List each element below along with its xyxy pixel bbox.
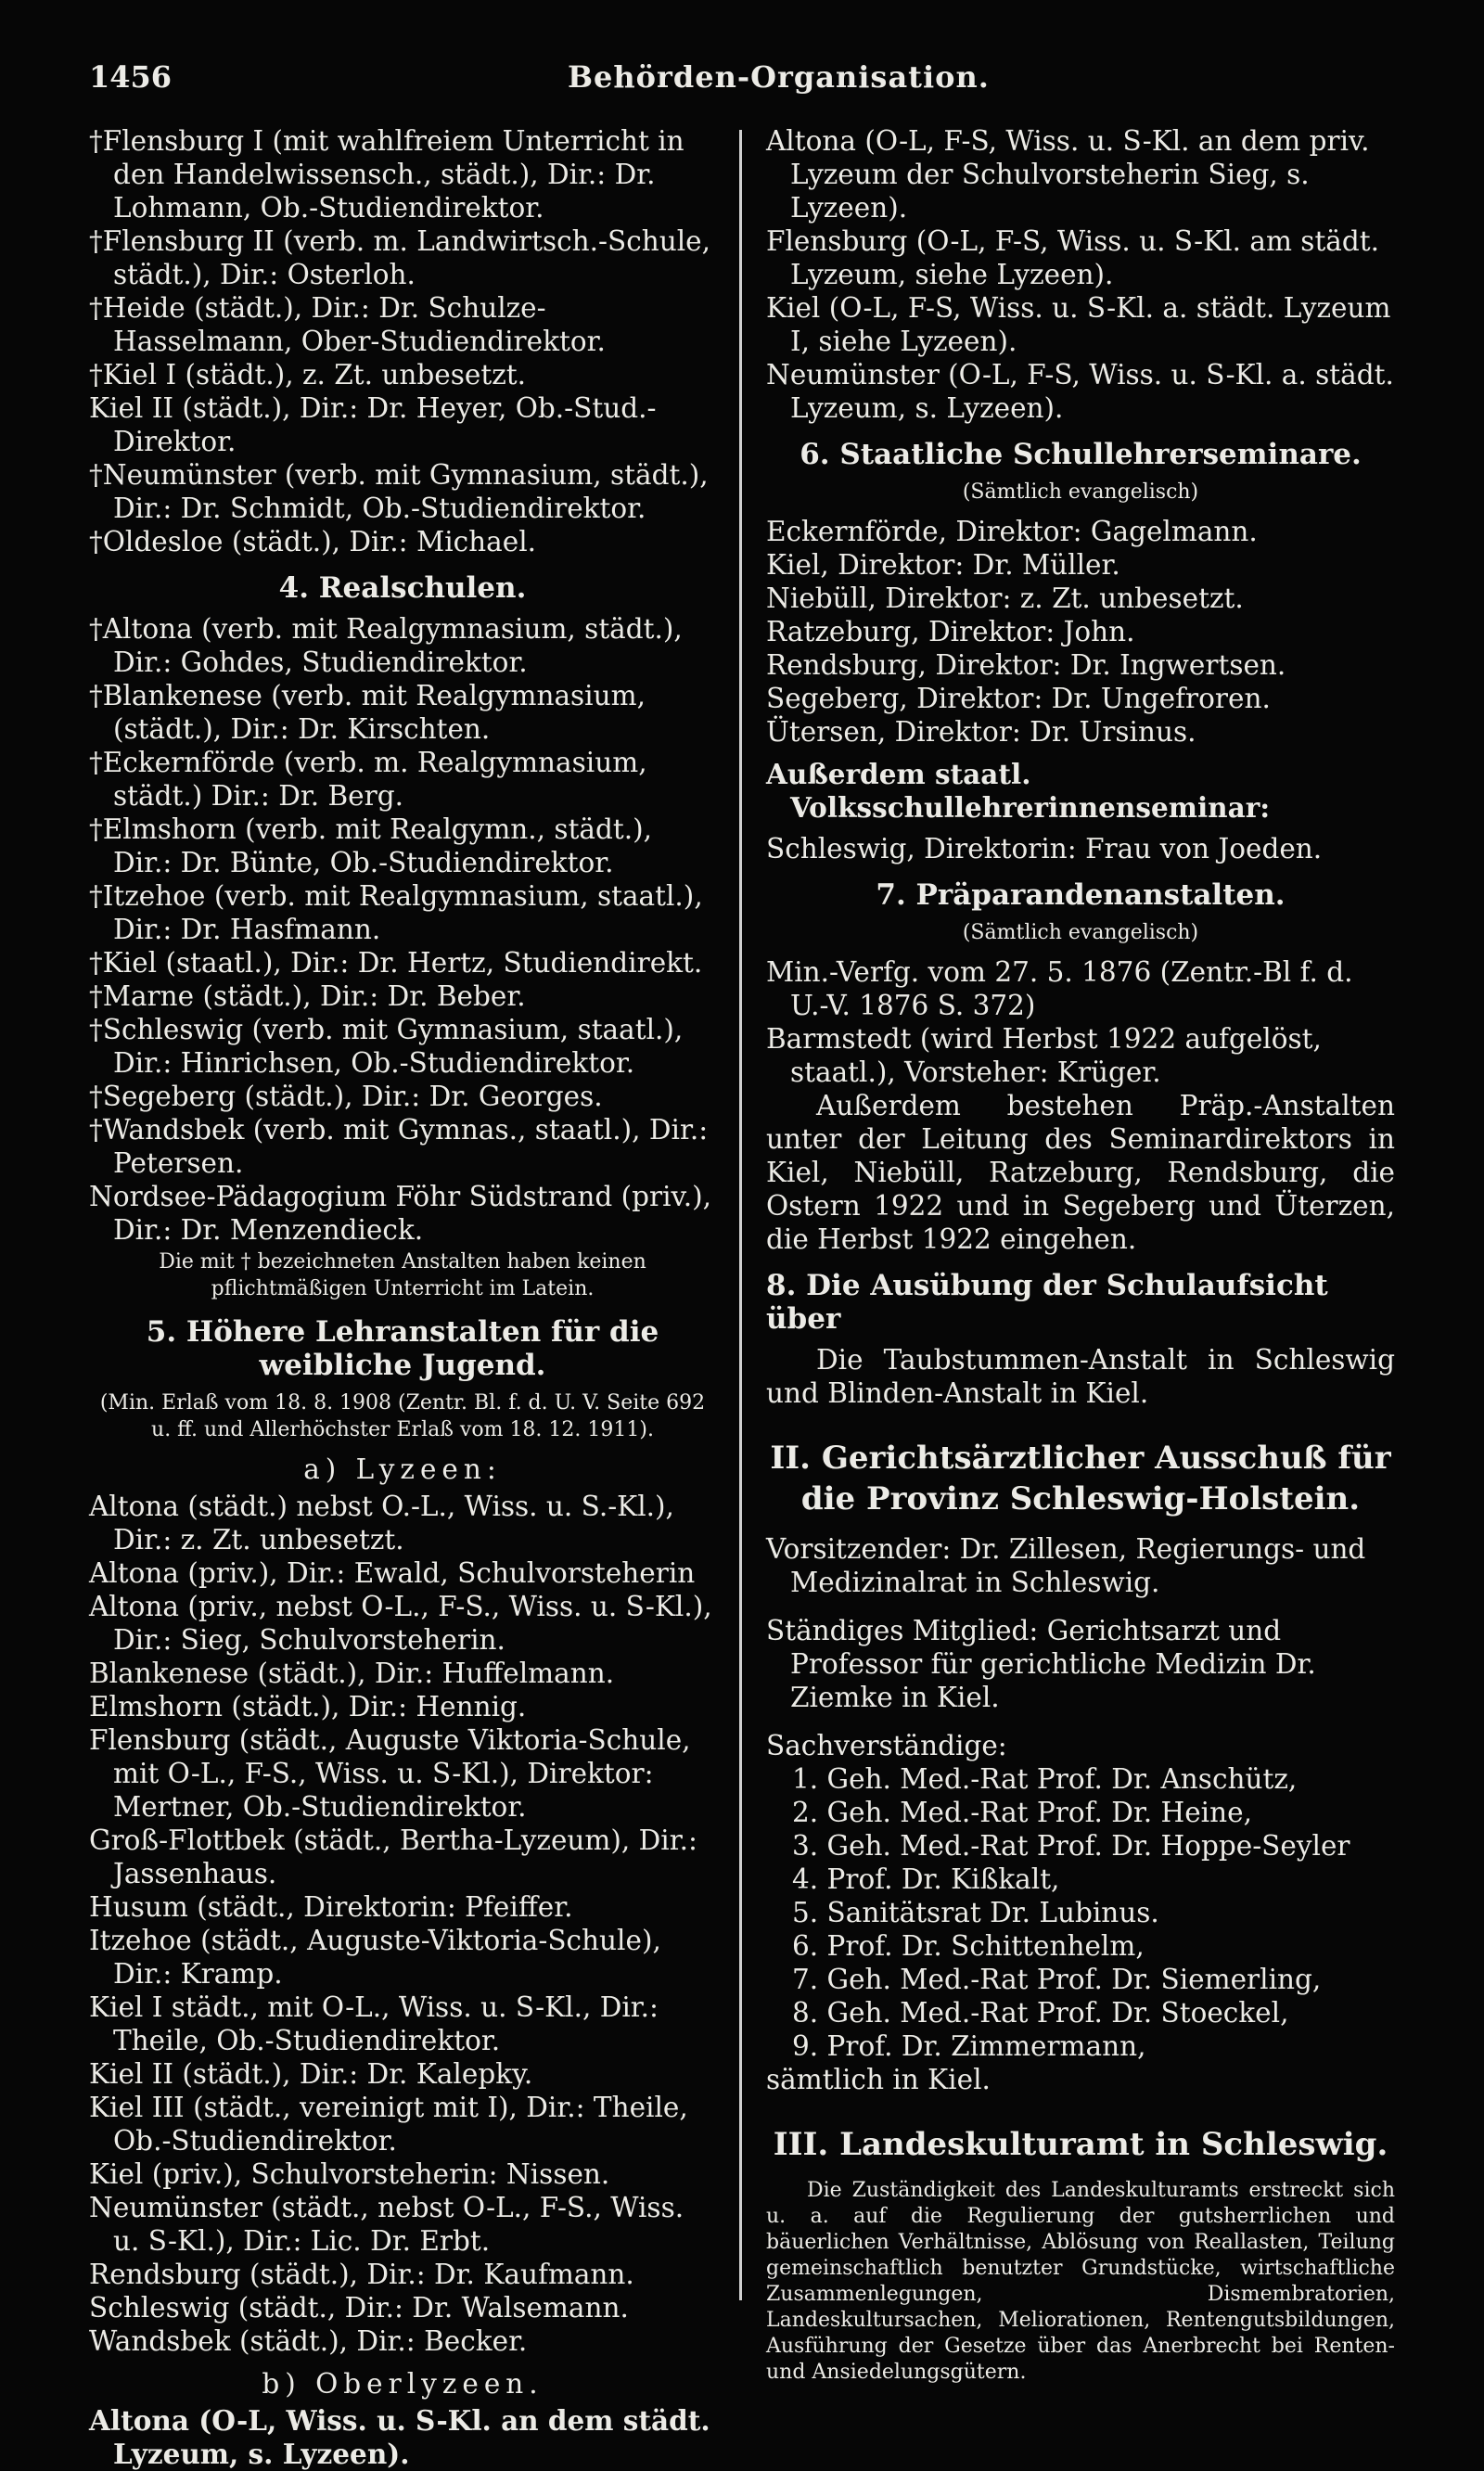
list-item: Altona (O-L, F-S, Wiss. u. S-Kl. an dem priv. Lyzeum der Schulvorsteherin Sieg, s. Lyzeen). (766, 125, 1370, 224)
list-item: Blankenese (städt.), Dir.: Huffelmann. (89, 1658, 615, 1689)
paragraph: Die Taubstummen-Anstalt in Schleswig und Blinden-Anstalt in Kiel. (766, 1344, 1395, 1409)
running-title: Behörden-Organisation. (568, 59, 990, 95)
closing-line: sämtlich in Kiel. (766, 2064, 991, 2095)
list-item: Wandsbek (städt.), Dir.: Becker. (89, 2325, 528, 2357)
list-item: Eckernförde, Direktor: Gagelmann. (766, 516, 1258, 547)
list-item: Niebüll, Direktor: z. Zt. unbesetzt. (766, 583, 1244, 614)
list-item: Itzehoe (städt., Auguste-Viktoria-Schule), Dir.: Kramp. (89, 1925, 661, 1990)
list-item: †Oldesloe (städt.), Dir.: Michael. (89, 526, 537, 557)
list-item: †Flensburg I (mit wahlfreiem Unterricht in den Handelwissensch., städt.), Dir.: Dr. Lohmann, Ob.-Studiendirektor. (89, 125, 684, 224)
footnote-latin: Die mit † bezeichneten Anstalten haben keinen pflichtmäßigen Unterricht im Latein. (159, 1250, 646, 1300)
right-column (766, 124, 1395, 2384)
list-item: Ratzeburg, Direktor: John. (766, 616, 1135, 647)
list-item: †Kiel (staatl.), Dir.: Dr. Hertz, Studiendirekt. (89, 947, 703, 979)
paragraph: Die Zuständigkeit des Landeskulturamts erstreckt sich u. a. auf die Regulierung der gutsherrlichen und bäuerlichen Verhältnisse, Ablösung von Reallasten, Teilung gemeinschaftlich benutzter Grundstücke, wirtschaftliche Zusammenlegungen, Dismembratorien, Landeskultursachen, Meliorationen, Rentengutsbildungen, Ausführung der Gesetze über das Anerbrecht bei Renten- und Ansiedelungsgütern. (766, 2179, 1395, 2384)
section-heading-landeskulturamt: III. Landeskulturamt in Schleswig. (773, 2126, 1388, 2163)
list-item: Kiel, Direktor: Dr. Müller. (766, 549, 1120, 581)
list-item: Neumünster (O-L, F-S, Wiss. u. S-Kl. a. städt. Lyzeum, s. Lyzeen). (766, 359, 1394, 424)
list-item: †Eckernförde (verb. m. Realgymnasium, städt.) Dir.: Dr. Berg. (89, 747, 647, 812)
list-item: Kiel (priv.), Schulvorsteherin: Nissen. (89, 2158, 610, 2190)
list-item: Neumünster (städt., nebst O-L., F-S., Wiss. u. S-Kl.), Dir.: Lic. Dr. Erbt. (89, 2192, 684, 2257)
list-item: Rendsburg (städt.), Dir.: Dr. Kaufmann. (89, 2259, 634, 2290)
list-item: †Flensburg II (verb. m. Landwirtsch.-Schule, städt.), Dir.: Osterloh. (89, 225, 710, 290)
section-heading-realschulen: 4. Realschulen. (278, 571, 527, 605)
list-item: Nordsee-Pädagogium Föhr Südstrand (priv.), Dir.: Dr. Menzendieck. (89, 1181, 711, 1246)
paragraph: Ständiges Mitglied: Gerichtsarzt und Professor für gerichtliche Medizin Dr. Ziemke in Kiel. (766, 1615, 1316, 1713)
spacer (766, 1599, 1395, 1614)
list-item: †Itzehoe (verb. mit Realgymnasium, staatl.), Dir.: Dr. Hasfmann. (89, 880, 703, 945)
page-header (0, 56, 1484, 111)
list-item: 1. Geh. Med.-Rat Prof. Dr. Anschütz, (792, 1763, 1298, 1795)
paragraph: Vorsitzender: Dr. Zillesen, Regierungs- und Medizinalrat in Schleswig. (766, 1533, 1366, 1598)
subheading-lyzeen: a) Lyzeen: (303, 1453, 502, 1485)
list-item: Rendsburg, Direktor: Dr. Ingwertsen. (766, 649, 1286, 681)
list-item: †Schleswig (verb. mit Gymnasium, staatl.), Dir.: Hinrichsen, Ob.-Studiendirektor. (89, 1014, 684, 1079)
section-note-erlass: (Min. Erlaß vom 18. 8. 1908 (Zentr. Bl. f. d. U. V. Seite 692 u. ff. und Allerhöchster Erlaß vom 18. 12. 1911). (99, 1391, 706, 1441)
list-item: Altona (priv.), Dir.: Ewald, Schulvorsteherin (89, 1557, 696, 1589)
subheading-lehrerinnenseminar: Außerdem staatl. Volksschullehrerinnenseminar: (766, 758, 1271, 824)
section-note-evangelisch: (Sämtlich evangelisch) (962, 921, 1199, 944)
list-item: †Neumünster (verb. mit Gymnasium, städt.), Dir.: Dr. Schmidt, Ob.-Studiendirektor. (89, 459, 709, 524)
list-item: 4. Prof. Dr. Kißkalt, (792, 1863, 1060, 1895)
list-item: 5. Sanitätsrat Dr. Lubinus. (792, 1897, 1159, 1928)
list-item: †Altona (verb. mit Realgymnasium, städt.), Dir.: Gohdes, Studiendirektor. (89, 613, 683, 678)
lyzeen-list (89, 1490, 716, 2358)
list-item: Min.-Verfg. vom 27. 5. 1876 (Zentr.-Bl f. d. U.-V. 1876 S. 372) (766, 956, 1353, 1021)
list-item: †Marne (städt.), Dir.: Dr. Beber. (89, 980, 526, 1012)
sachverstaendige-list (766, 1762, 1395, 2063)
list-item: Kiel II (städt.), Dir.: Dr. Kalepky. (89, 2058, 533, 2090)
list-item: †Segeberg (städt.), Dir.: Dr. Georges. (89, 1081, 603, 1112)
list-item: †Heide (städt.), Dir.: Dr. Schulze-Hasselmann, Ober-Studiendirektor. (89, 292, 606, 357)
list-item: Altona (O-L, Wiss. u. S-Kl. an dem städt. Lyzeum, s. Lyzeen). (89, 2404, 710, 2470)
list-item: †Kiel I (städt.), z. Zt. unbesetzt. (89, 359, 526, 390)
section-note-evangelisch: (Sämtlich evangelisch) (962, 480, 1199, 504)
subheading-oberlyzeen: b) Oberlyzeen. (262, 2368, 544, 2400)
section-heading-hoehere-lehranstalten: 5. Höhere Lehranstalten für die weibliche Jugend. (146, 1315, 659, 1382)
list-item: 7. Geh. Med.-Rat Prof. Dr. Siemerling, (792, 1964, 1322, 1995)
list-item: Groß-Flottbek (städt., Bertha-Lyzeum), Dir.: Jassenhaus. (89, 1824, 697, 1889)
page-number: 1456 (89, 59, 173, 95)
list-item: Flensburg (städt., Auguste Viktoria-Schule, mit O-L., F-S., Wiss. u. S-Kl.), Direktor: Mertner, Ob.-Studiendirektor. (89, 1724, 691, 1823)
column-divider (739, 130, 742, 2300)
list-item: 2. Geh. Med.-Rat Prof. Dr. Heine, (792, 1797, 1252, 1828)
list-item: Husum (städt., Direktorin: Pfeiffer. (89, 1891, 573, 1923)
list-item: Ütersen, Direktor: Dr. Ursinus. (766, 716, 1196, 748)
list-item: Altona (priv., nebst O-L., F-S., Wiss. u. S-Kl.), Dir.: Sieg, Schulvorsteherin. (89, 1591, 712, 1656)
oberlyzeen-list (766, 124, 1395, 425)
section-heading-gerichtsaerztlicher-ausschuss: II. Gerichtsärztlicher Ausschuß für die Provinz Schleswig-Holstein. (770, 1440, 1391, 1517)
list-item: Kiel II (städt.), Dir.: Dr. Heyer, Ob.-Stud.-Direktor. (89, 392, 657, 457)
section-heading-praeparandenanstalten: 7. Präparandenanstalten. (876, 878, 1286, 912)
list-item: Schleswig (städt., Dir.: Dr. Walsemann. (89, 2292, 629, 2324)
list-item: Elmshorn (städt.), Dir.: Hennig. (89, 1691, 527, 1722)
list-item: Altona (städt.) nebst O.-L., Wiss. u. S.-Kl.), Dir.: z. Zt. unbesetzt. (89, 1491, 674, 1556)
seminare-list (766, 515, 1395, 749)
section-heading-schulaufsicht: 8. Die Ausübung der Schulaufsicht über (766, 1269, 1328, 1336)
list-item: 9. Prof. Dr. Zimmermann, (792, 2030, 1146, 2062)
left-column (89, 124, 716, 2470)
list-item: †Wandsbek (verb. mit Gymnas., staatl.), Dir.: Petersen. (89, 1114, 709, 1179)
label-sachverstaendige: Sachverständige: (766, 1730, 1007, 1761)
spacer (766, 1714, 1395, 1729)
list-item: Barmstedt (wird Herbst 1922 aufgelöst, staatl.), Vorsteher: Krüger. (766, 1023, 1322, 1088)
list-item: 6. Prof. Dr. Schittenhelm, (792, 1930, 1145, 1962)
list-item: Kiel III (städt., vereinigt mit I), Dir.: Theile, Ob.-Studiendirektor. (89, 2092, 688, 2157)
realschulen-list (89, 612, 716, 1247)
list-item: Kiel I städt., mit O-L., Wiss. u. S-Kl., Dir.: Theile, Ob.-Studiendirektor. (89, 1991, 659, 2056)
section-heading-schullehrerseminare: 6. Staatliche Schullehrerseminare. (800, 438, 1362, 471)
list-item: Flensburg (O-L, F-S, Wiss. u. S-Kl. am städt. Lyzeum, siehe Lyzeen). (766, 225, 1379, 290)
paragraph: Außerdem bestehen Präp.-Anstalten unter der Leitung des Seminardirektors in Kiel, Niebüll, Ratzeburg, Rendsburg, die Ostern 1922 und in Segeberg und Üterzen, die Herbst 1922 eingehen. (766, 1090, 1395, 1255)
list-item: Schleswig, Direktorin: Frau von Joeden. (766, 833, 1323, 864)
list-item: Kiel (O-L, F-S, Wiss. u. S-Kl. a. städt. Lyzeum I, siehe Lyzeen). (766, 292, 1391, 357)
list-item: 8. Geh. Med.-Rat Prof. Dr. Stoeckel, (792, 1997, 1289, 2029)
list-item: Segeberg, Direktor: Dr. Ungefroren. (766, 683, 1271, 714)
list-item: †Elmshorn (verb. mit Realgymn., städt.), Dir.: Dr. Bünte, Ob.-Studiendirektor. (89, 813, 653, 878)
list-item: †Blankenese (verb. mit Realgymnasium, (städt.), Dir.: Dr. Kirschten. (89, 680, 646, 745)
list-item: 3. Geh. Med.-Rat Prof. Dr. Hoppe-Seyler (792, 1830, 1350, 1862)
gymnasien-list (89, 124, 716, 558)
